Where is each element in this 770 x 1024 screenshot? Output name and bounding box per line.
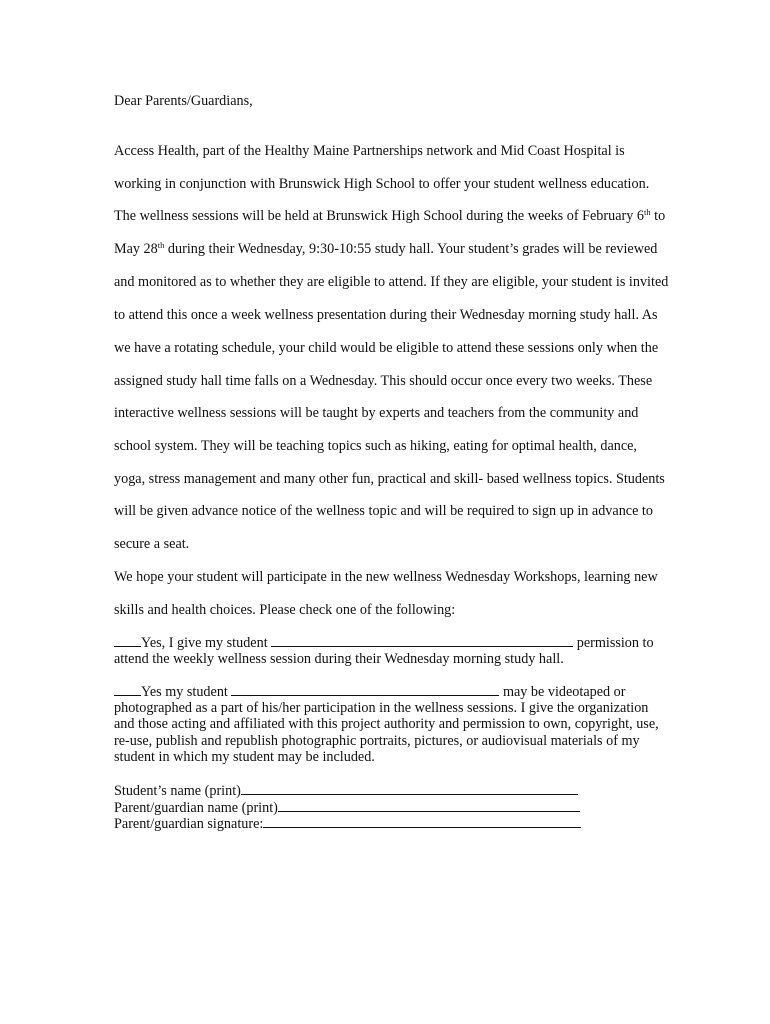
option-1-line-2: attend the weekly wellness session during their Wednesday morning study hall. [114, 651, 564, 667]
option-1-line [114, 634, 654, 652]
option-2-line [114, 683, 625, 701]
student-name-field [114, 782, 578, 800]
option-1-check-blank[interactable] [114, 634, 141, 647]
student-name-blank[interactable] [241, 782, 578, 795]
guardian-signature-field [114, 815, 581, 833]
body-line-3-end: to [650, 208, 666, 224]
option-2-text: Yes my student [141, 684, 232, 700]
option-2-line-3: and those acting and affiliated with this project authority and permission to own, copyright, use, [114, 716, 659, 732]
option-2-student-blank[interactable] [231, 683, 499, 696]
body-line-12: will be given advance notice of the wellness topic and will be required to sign up in advance to [114, 503, 653, 519]
option-2-line-4: re-use, publish and republish photographic portraits, pictures, or audiovisual materials of my [114, 733, 640, 749]
body-line-5: and monitored as to whether they are eligible to attend. If they are eligible, your student is invited [114, 274, 669, 290]
student-name-label: Student’s name (print) [114, 783, 241, 799]
option-2-check-blank[interactable] [114, 683, 141, 696]
body-line-3-text: The wellness sessions will be held at Brunswick High School during the weeks of February 6 [114, 208, 644, 224]
option-1-text-end: permission to [573, 635, 654, 651]
ordinal-suffix: th [157, 240, 165, 250]
option-2-text-end: may be videotaped or [499, 684, 626, 700]
body-line-10: school system. They will be teaching topics such as hiking, eating for optimal health, dance, [114, 438, 637, 454]
ordinal-suffix: th [643, 207, 651, 217]
body-line-1: Access Health, part of the Healthy Maine Partnerships network and Mid Coast Hospital is [114, 143, 625, 159]
guardian-name-blank[interactable] [278, 799, 580, 812]
body-line-3 [114, 208, 665, 225]
body-line-8: assigned study hall time falls on a Wednesday. This should occur once every two weeks. These [114, 373, 653, 389]
body-line-4-end: during their Wednesday, 9:30-10:55 study hall. Your student’s grades will be reviewed [164, 241, 658, 257]
salutation: Dear Parents/Guardians, [114, 93, 253, 109]
body-line-9: interactive wellness sessions will be taught by experts and teachers from the community and [114, 405, 639, 421]
body-line-13: secure a seat. [114, 536, 190, 552]
guardian-name-label: Parent/guardian name (print) [114, 800, 278, 816]
option-2-line-2: photographed as a part of his/her participation in the wellness sessions. I give the organization [114, 700, 649, 716]
option-2-line-5: student in which my student may be included. [114, 749, 375, 765]
option-1-student-blank[interactable] [271, 634, 573, 647]
body-line-4 [114, 241, 657, 258]
guardian-signature-blank[interactable] [263, 815, 581, 828]
body-line-6: to attend this once a week wellness presentation during their Wednesday morning study hall. As [114, 307, 658, 323]
body-line-14: We hope your student will participate in the new wellness Wednesday Workshops, learning new [114, 569, 658, 585]
option-1-text: Yes, I give my student [141, 635, 272, 651]
body-line-7: we have a rotating schedule, your child would be eligible to attend these sessions only when the [114, 340, 659, 356]
guardian-signature-label: Parent/guardian signature: [114, 816, 264, 832]
body-line-11: yoga, stress management and many other fun, practical and skill- based wellness topics. Students [114, 471, 665, 487]
body-line-15: skills and health choices. Please check one of the following: [114, 602, 456, 618]
body-line-2: working in conjunction with Brunswick High School to offer your student wellness education. [114, 176, 650, 192]
body-line-4-text: May 28 [114, 241, 158, 257]
